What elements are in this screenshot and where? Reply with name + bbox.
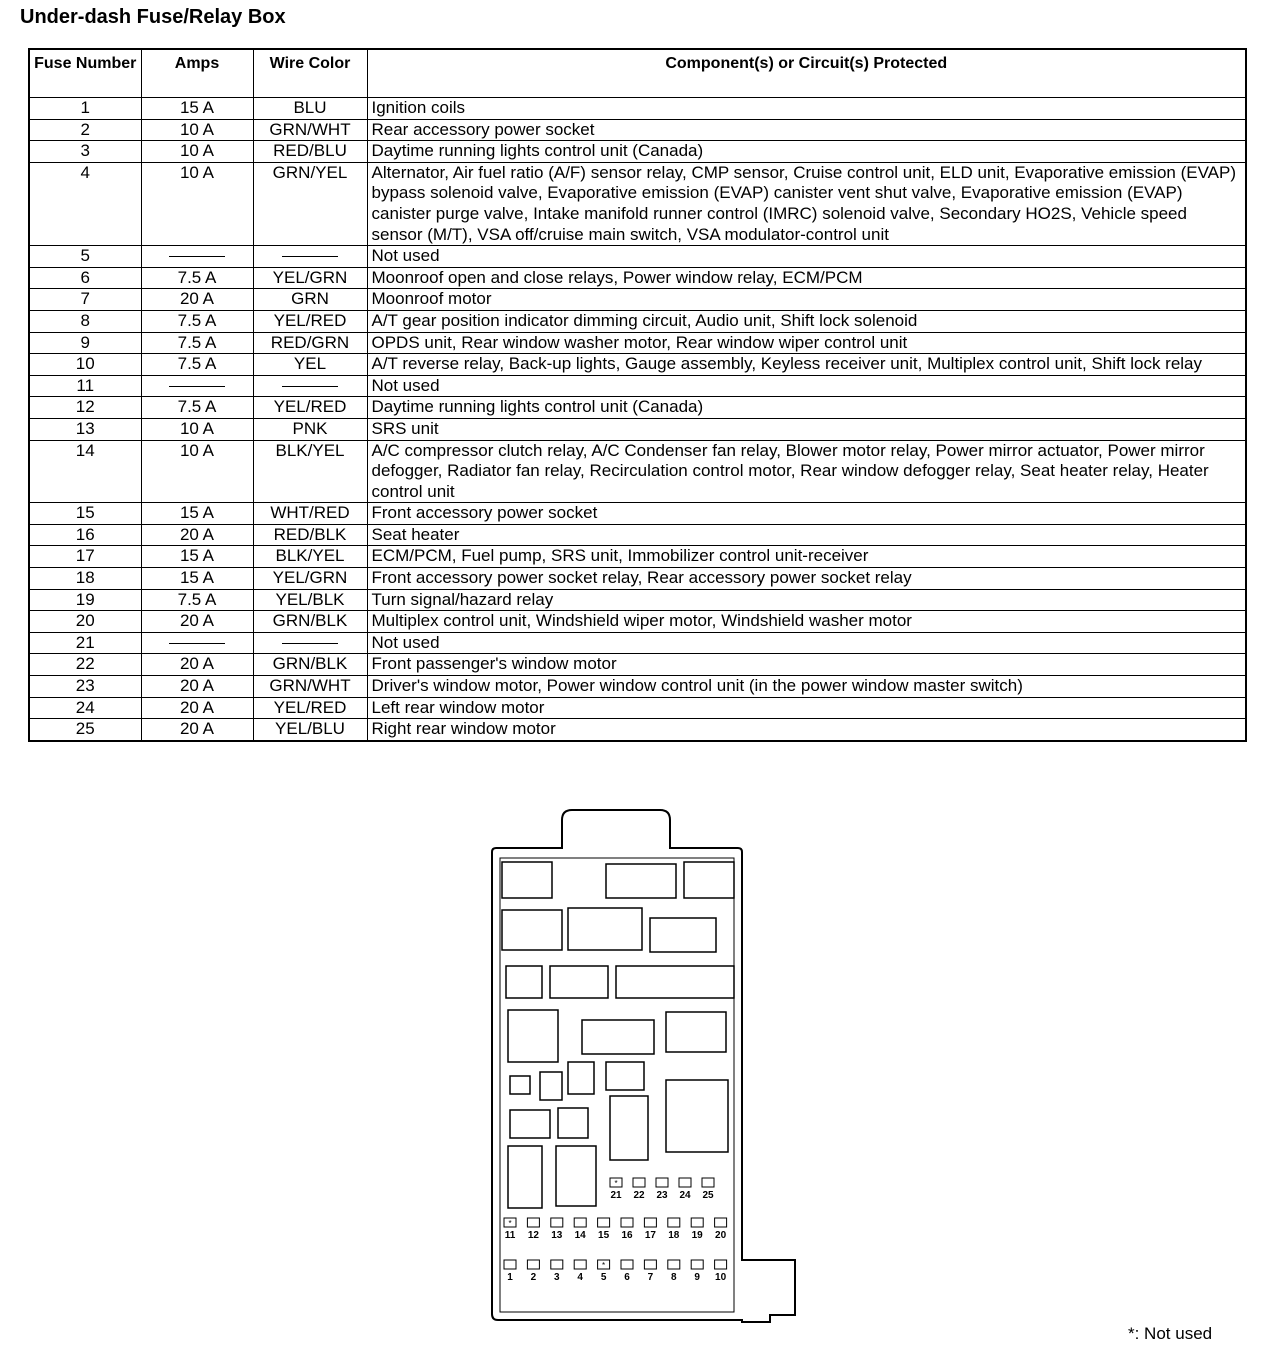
wire-color-cell: [253, 375, 367, 397]
amps-cell: 7.5 A: [141, 310, 253, 332]
fuse-slot-label: 15: [598, 1230, 610, 1241]
fuse-number-cell: 3: [29, 141, 141, 163]
fuse-slot-label: 1: [507, 1272, 513, 1283]
table-row: [29, 119, 1246, 141]
wire-color-cell: BLK/YEL: [253, 546, 367, 568]
fuse-slot-label: 4: [577, 1272, 583, 1283]
wire-color-cell: RED/BLU: [253, 141, 367, 163]
fuse-number-cell: 1: [29, 98, 141, 120]
table-row: [29, 267, 1246, 289]
fuse-slot-label: 12: [527, 1230, 539, 1241]
fuse-slot-6: [621, 1260, 633, 1269]
table-row: [29, 568, 1246, 590]
fuse-number-cell: 13: [29, 418, 141, 440]
component-cell: Moonroof open and close relays, Power window relay, ECM/PCM: [367, 267, 1246, 289]
component-cell: OPDS unit, Rear window washer motor, Rear window wiper control unit: [367, 332, 1246, 354]
wire-color-cell: GRN: [253, 289, 367, 311]
fuse-slot-20: [715, 1218, 727, 1227]
fuse-slot-label: 23: [656, 1190, 668, 1201]
fuse-box-diagram: [470, 800, 810, 1330]
wire-color-cell: GRN/BLK: [253, 611, 367, 633]
amps-cell: 20 A: [141, 719, 253, 741]
amps-cell: 10 A: [141, 141, 253, 163]
not-used-note: *: Not used: [1128, 1324, 1213, 1343]
component-cell: Not used: [367, 246, 1246, 268]
amps-cell: 20 A: [141, 676, 253, 698]
fuse-slots: [504, 1178, 727, 1283]
component-cell: A/T reverse relay, Back-up lights, Gauge assembly, Keyless receiver unit, Multiplex control unit, Shift lock relay: [367, 354, 1246, 376]
wire-color-cell: YEL/GRN: [253, 568, 367, 590]
fuse-slot-1: [504, 1260, 516, 1269]
fuse-slot-9: [691, 1260, 703, 1269]
table-row: [29, 589, 1246, 611]
component-cell: SRS unit: [367, 418, 1246, 440]
wire-color-cell: WHT/RED: [253, 503, 367, 525]
amps-cell: 15 A: [141, 546, 253, 568]
component-cell: Alternator, Air fuel ratio (A/F) sensor relay, CMP sensor, Cruise control unit, ELD unit, Evaporative emission (EVAP) bypass solenoid valve, Evaporative emission (EVAP) canister vent shut valve, Evaporative emission (EVAP) canister purge valve, Intake manifold runner control (IMRC) solenoid valve, Secondary HO2S, Vehicle speed sensor (M/T), VSA off/cruise main switch, VSA modulator-control unit: [367, 162, 1246, 245]
table-row: [29, 375, 1246, 397]
wire-color-cell: GRN/YEL: [253, 162, 367, 245]
table-row: [29, 397, 1246, 419]
component-cell: Moonroof motor: [367, 289, 1246, 311]
fuse-slot-13: [551, 1218, 563, 1227]
fuse-slot-16: [621, 1218, 633, 1227]
amps-cell: 10 A: [141, 418, 253, 440]
fuse-number-cell: 10: [29, 354, 141, 376]
amps-cell: 20 A: [141, 289, 253, 311]
fuse-slot-label: 24: [679, 1190, 691, 1201]
empty-dash: [282, 643, 338, 644]
relay-sockets: [502, 862, 734, 1208]
fuse-box-inner-outline: [500, 858, 734, 1312]
fuse-slot-label: 17: [644, 1230, 656, 1241]
empty-dash: [282, 256, 338, 257]
component-cell: Not used: [367, 375, 1246, 397]
amps-cell: 15 A: [141, 503, 253, 525]
fuse-slot-label: 2: [530, 1272, 537, 1283]
fuse-number-cell: 23: [29, 676, 141, 698]
amps-cell: 7.5 A: [141, 354, 253, 376]
wire-color-cell: GRN/BLK: [253, 654, 367, 676]
fuse-slot-label: 11: [504, 1230, 516, 1241]
fuse-slot-4: [574, 1260, 586, 1269]
amps-cell: 20 A: [141, 654, 253, 676]
table-header-row: [29, 49, 1246, 98]
component-cell: Front accessory power socket relay, Rear accessory power socket relay: [367, 568, 1246, 590]
fuse-slot-label: 5: [600, 1272, 607, 1283]
table-row: [29, 141, 1246, 163]
wire-color-cell: YEL/RED: [253, 397, 367, 419]
component-cell: Rear accessory power socket: [367, 119, 1246, 141]
fuse-slot-23: [656, 1178, 668, 1187]
fuse-slot-12: [527, 1218, 539, 1227]
fuse-slot-15: [598, 1218, 610, 1227]
fuse-number-cell: 2: [29, 119, 141, 141]
component-cell: Seat heater: [367, 524, 1246, 546]
component-cell: Driver's window motor, Power window control unit (in the power window master switch): [367, 676, 1246, 698]
table-row: [29, 719, 1246, 741]
fuse-slot-label: 25: [702, 1190, 714, 1201]
fuse-slot-17: [644, 1218, 656, 1227]
fuse-slot-label: 8: [671, 1272, 677, 1283]
table-row: [29, 162, 1246, 245]
component-cell: Daytime running lights control unit (Canada): [367, 397, 1246, 419]
fuse-number-cell: 18: [29, 568, 141, 590]
fuse-slot-3: [551, 1260, 563, 1269]
fuse-number-cell: 19: [29, 589, 141, 611]
component-cell: ECM/PCM, Fuel pump, SRS unit, Immobilizer control unit-receiver: [367, 546, 1246, 568]
fuse-slot-label: 16: [621, 1230, 633, 1241]
table-row: [29, 246, 1246, 268]
table-row: [29, 611, 1246, 633]
amps-cell: 7.5 A: [141, 589, 253, 611]
empty-dash: [282, 386, 338, 387]
empty-dash: [169, 643, 225, 644]
fuse-slot-24: [679, 1178, 691, 1187]
amps-cell: [141, 375, 253, 397]
fuse-number-cell: 21: [29, 632, 141, 654]
fuse-number-cell: 24: [29, 697, 141, 719]
table-row: [29, 546, 1246, 568]
wire-color-cell: [253, 246, 367, 268]
fuse-slot-label: 7: [647, 1272, 654, 1283]
amps-cell: 7.5 A: [141, 267, 253, 289]
component-cell: Multiplex control unit, Windshield wiper motor, Windshield washer motor: [367, 611, 1246, 633]
not-used-marker: *: [614, 1179, 618, 1188]
wire-color-cell: BLK/YEL: [253, 440, 367, 503]
table-row: [29, 654, 1246, 676]
fuse-number-cell: 11: [29, 375, 141, 397]
component-cell: A/T gear position indicator dimming circuit, Audio unit, Shift lock solenoid: [367, 310, 1246, 332]
table-row: [29, 289, 1246, 311]
wire-color-cell: YEL/RED: [253, 697, 367, 719]
fuse-slot-label: 10: [715, 1272, 727, 1283]
amps-cell: 7.5 A: [141, 397, 253, 419]
amps-cell: 15 A: [141, 98, 253, 120]
component-cell: Not used: [367, 632, 1246, 654]
fuse-number-cell: 17: [29, 546, 141, 568]
amps-cell: 10 A: [141, 119, 253, 141]
fuse-slot-18: [668, 1218, 680, 1227]
amps-cell: [141, 632, 253, 654]
amps-cell: 20 A: [141, 611, 253, 633]
fuse-number-cell: 6: [29, 267, 141, 289]
fuse-slot-label: 3: [554, 1272, 560, 1283]
amps-cell: 10 A: [141, 162, 253, 245]
fuse-slot-14: [574, 1218, 586, 1227]
not-used-marker: *: [508, 1219, 512, 1228]
amps-cell: 7.5 A: [141, 332, 253, 354]
component-cell: Ignition coils: [367, 98, 1246, 120]
fuse-slot-label: 13: [551, 1230, 563, 1241]
not-used-marker: *: [602, 1261, 606, 1270]
empty-dash: [169, 256, 225, 257]
component-cell: Front accessory power socket: [367, 503, 1246, 525]
wire-color-cell: YEL: [253, 354, 367, 376]
component-cell: Left rear window motor: [367, 697, 1246, 719]
wire-color-cell: GRN/WHT: [253, 676, 367, 698]
wire-color-cell: RED/BLK: [253, 524, 367, 546]
table-row: [29, 98, 1246, 120]
fuse-table-body: [29, 98, 1246, 741]
fuse-slot-label: 19: [691, 1230, 703, 1241]
fuse-number-cell: 16: [29, 524, 141, 546]
fuse-slot-label: 6: [624, 1272, 630, 1283]
fuse-number-cell: 20: [29, 611, 141, 633]
wire-color-cell: GRN/WHT: [253, 119, 367, 141]
fuse-slot-label: 21: [610, 1190, 622, 1201]
component-cell: Daytime running lights control unit (Canada): [367, 141, 1246, 163]
amps-cell: 15 A: [141, 568, 253, 590]
fuse-number-cell: 5: [29, 246, 141, 268]
fuse-number-cell: 4: [29, 162, 141, 245]
table-row: [29, 332, 1246, 354]
table-row: [29, 503, 1246, 525]
component-cell: Front passenger's window motor: [367, 654, 1246, 676]
fuse-slot-2: [527, 1260, 539, 1269]
amps-cell: 20 A: [141, 697, 253, 719]
fuse-number-cell: 12: [29, 397, 141, 419]
fuse-slot-label: 20: [715, 1230, 727, 1241]
table-row: [29, 310, 1246, 332]
fuse-number-cell: 14: [29, 440, 141, 503]
empty-dash: [169, 386, 225, 387]
component-cell: Right rear window motor: [367, 719, 1246, 741]
fuse-slot-label: 18: [668, 1230, 680, 1241]
column-header-fuse-number: Fuse Number: [29, 49, 141, 98]
component-cell: A/C compressor clutch relay, A/C Condenser fan relay, Blower motor relay, Power mirror actuator, Power mirror defogger, Radiator fan relay, Recirculation control motor, Rear window defogger relay, Seat heater relay, Heater control unit: [367, 440, 1246, 503]
wire-color-cell: YEL/RED: [253, 310, 367, 332]
page-title: Under-dash Fuse/Relay Box: [20, 6, 286, 28]
table-row: [29, 697, 1246, 719]
fuse-table: [28, 48, 1247, 742]
fuse-slot-22: [633, 1178, 645, 1187]
fuse-number-cell: 22: [29, 654, 141, 676]
table-row: [29, 440, 1246, 503]
wire-color-cell: BLU: [253, 98, 367, 120]
fuse-slot-19: [691, 1218, 703, 1227]
column-header-wire-color: Wire Color: [253, 49, 367, 98]
table-row: [29, 632, 1246, 654]
wire-color-cell: [253, 632, 367, 654]
fuse-number-cell: 15: [29, 503, 141, 525]
fuse-number-cell: 8: [29, 310, 141, 332]
wire-color-cell: YEL/GRN: [253, 267, 367, 289]
fuse-slot-label: 22: [633, 1190, 645, 1201]
table-row: [29, 676, 1246, 698]
wire-color-cell: YEL/BLK: [253, 589, 367, 611]
fuse-slot-25: [702, 1178, 714, 1187]
component-cell: Turn signal/hazard relay: [367, 589, 1246, 611]
fuse-slot-8: [668, 1260, 680, 1269]
column-header-component: Component(s) or Circuit(s) Protected: [367, 49, 1246, 98]
fuse-slot-7: [644, 1260, 656, 1269]
wire-color-cell: RED/GRN: [253, 332, 367, 354]
table-row: [29, 354, 1246, 376]
amps-cell: [141, 246, 253, 268]
wire-color-cell: YEL/BLU: [253, 719, 367, 741]
fuse-number-cell: 9: [29, 332, 141, 354]
amps-cell: 20 A: [141, 524, 253, 546]
column-header-amps: Amps: [141, 49, 253, 98]
wire-color-cell: PNK: [253, 418, 367, 440]
fuse-slot-10: [715, 1260, 727, 1269]
amps-cell: 10 A: [141, 440, 253, 503]
fuse-number-cell: 7: [29, 289, 141, 311]
fuse-slot-label: 14: [574, 1230, 586, 1241]
fuse-number-cell: 25: [29, 719, 141, 741]
table-row: [29, 418, 1246, 440]
table-row: [29, 524, 1246, 546]
fuse-slot-label: 9: [694, 1272, 700, 1283]
